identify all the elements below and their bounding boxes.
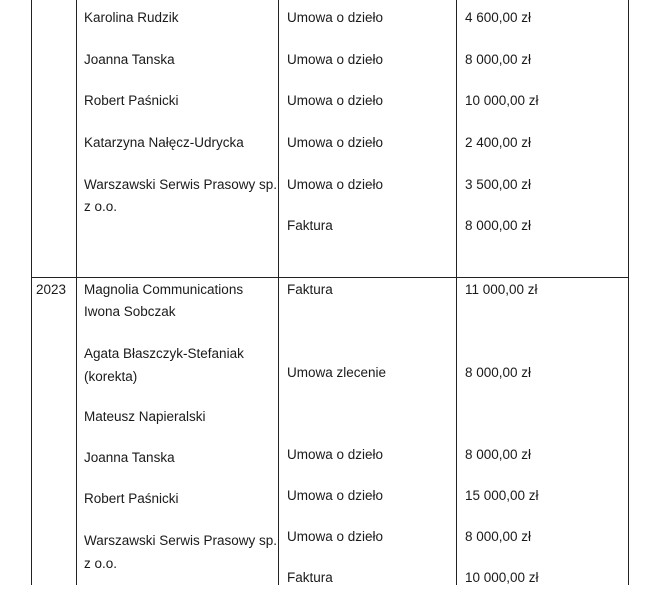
table-column-divider-1 bbox=[76, 0, 77, 585]
table-row-separator bbox=[31, 277, 629, 278]
amount: 8 000,00 zł bbox=[465, 529, 532, 544]
contractor-name: Agata Błaszczyk-Stefaniak bbox=[84, 346, 244, 361]
amount: 8 000,00 zł bbox=[465, 365, 532, 380]
contract-type: Umowa o dzieło bbox=[287, 135, 384, 150]
amount: 15 000,00 zł bbox=[465, 488, 539, 503]
table-border-left bbox=[31, 0, 32, 585]
table-column-divider-2 bbox=[278, 0, 279, 585]
amount: 8 000,00 zł bbox=[465, 218, 532, 233]
table-column-divider-3 bbox=[456, 0, 457, 585]
contractor-name: Karolina Rudzik bbox=[84, 10, 179, 25]
amount: 11 000,00 zł bbox=[465, 282, 538, 297]
contractor-name: Joanna Tanska bbox=[84, 450, 175, 465]
table-border-right bbox=[628, 0, 629, 585]
contractor-name: Robert Paśnicki bbox=[84, 93, 179, 108]
amount: 2 400,00 zł bbox=[465, 135, 532, 150]
contract-type: Faktura bbox=[287, 570, 333, 585]
amount: 10 000,00 zł bbox=[465, 570, 539, 585]
contractor-name: Katarzyna Nałęcz-Udrycka bbox=[84, 135, 244, 150]
contract-type: Umowa o dzieło bbox=[287, 52, 384, 67]
contractor-name: Warszawski Serwis Prasowy sp. bbox=[84, 533, 278, 548]
contract-type: Umowa o dzieło bbox=[287, 447, 384, 462]
contractor-name: Robert Paśnicki bbox=[84, 491, 179, 506]
contractor-name: Joanna Tanska bbox=[84, 52, 175, 67]
contract-type: Umowa o dzieło bbox=[287, 93, 384, 108]
contract-type: Faktura bbox=[287, 282, 333, 297]
contractor-name: Magnolia Communications bbox=[84, 282, 244, 297]
contract-type: Umowa o dzieło bbox=[287, 488, 384, 503]
contract-type: Umowa o dzieło bbox=[287, 177, 384, 192]
amount: 3 500,00 zł bbox=[465, 177, 532, 192]
contract-type: Umowa o dzieło bbox=[287, 10, 384, 25]
amount: 8 000,00 zł bbox=[465, 447, 532, 462]
contract-type: Umowa o dzieło bbox=[287, 529, 384, 544]
contractor-name: Warszawski Serwis Prasowy sp. bbox=[84, 177, 278, 192]
contractor-name: Mateusz Napieralski bbox=[84, 409, 206, 424]
amount: 8 000,00 zł bbox=[465, 52, 532, 67]
amount: 4 600,00 zł bbox=[465, 10, 532, 25]
amount: 10 000,00 zł bbox=[465, 93, 539, 108]
contract-type: Faktura bbox=[287, 218, 333, 233]
contractor-name-continued: (korekta) bbox=[84, 369, 138, 384]
contract-type: Umowa zlecenie bbox=[287, 365, 387, 380]
year-cell: 2023 bbox=[36, 282, 67, 297]
contractor-name-continued: Iwona Sobczak bbox=[84, 304, 176, 319]
contractor-name-continued: z o.o. bbox=[84, 556, 118, 571]
contractor-name-continued: z o.o. bbox=[84, 199, 118, 214]
